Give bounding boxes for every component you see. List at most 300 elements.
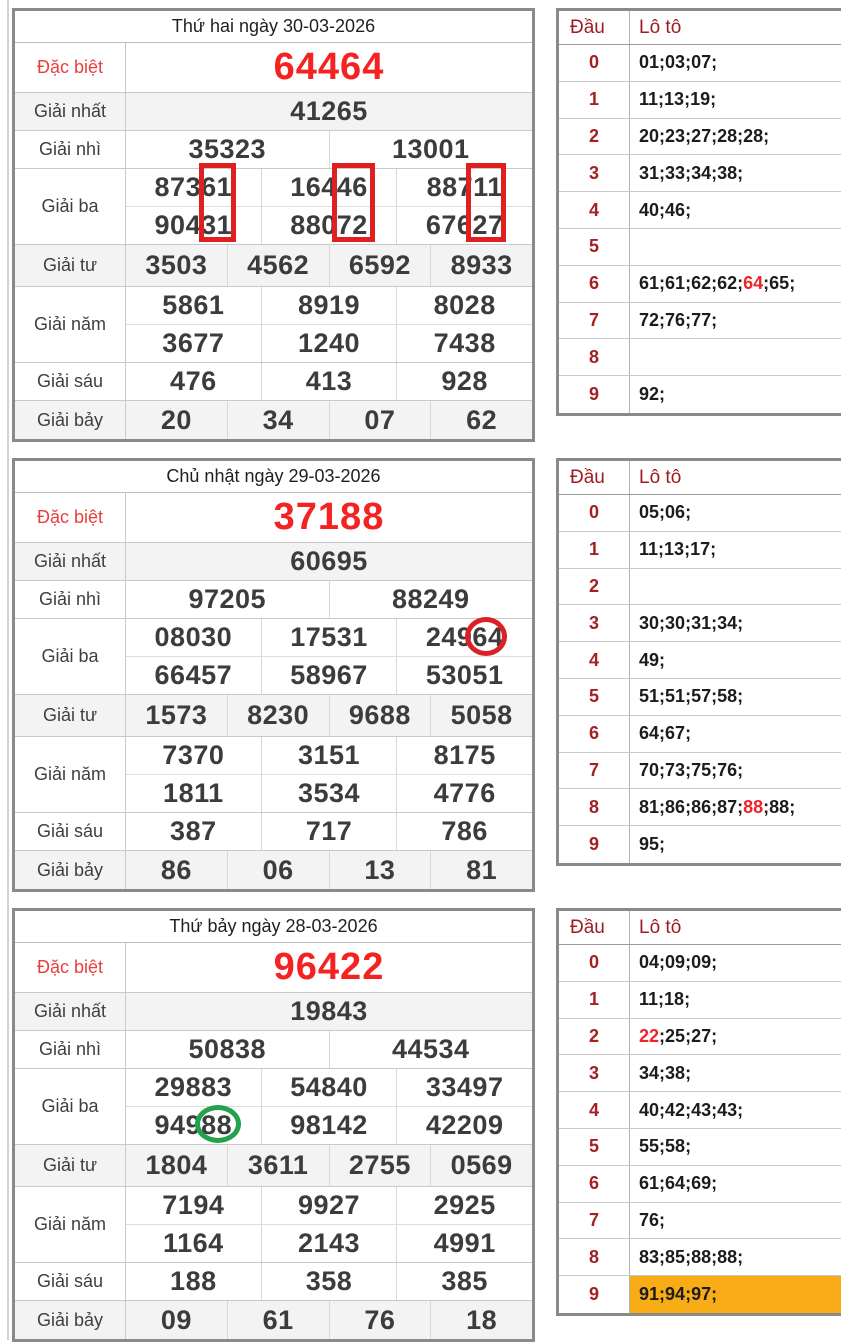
prize-label-fifth: Giải năm <box>15 1187 126 1262</box>
prize-number: 3151 <box>297 740 361 770</box>
prize-label-third: Giải ba <box>15 1069 126 1144</box>
loto-values: 92 ; <box>639 384 666 405</box>
prize-label-seventh: Giải bảy <box>15 401 126 439</box>
loto-row <box>559 303 841 340</box>
loto-number: 43 <box>691 1099 712 1120</box>
loto-row <box>559 376 841 413</box>
prize-number: 786 <box>441 816 488 846</box>
prize-label-fourth: Giải tư <box>15 695 126 736</box>
loto-digit: 6 <box>559 1166 630 1202</box>
loto-digit: 7 <box>559 303 630 339</box>
loto-header-digit: Đầu <box>559 911 630 944</box>
prize-number-cell <box>126 131 329 168</box>
prize-number: 88711 <box>426 172 503 202</box>
prize-number: 1164 <box>163 1228 224 1258</box>
loto-number: 42 <box>665 1099 686 1120</box>
loto-values: 34 ; 38 ; <box>639 1062 692 1083</box>
loto-body <box>559 945 841 1313</box>
prize-number: 58967 <box>290 660 368 690</box>
loto-number: 33 <box>665 162 686 183</box>
special-prize-value: 37188 <box>273 496 385 538</box>
loto-row <box>559 982 841 1019</box>
loto-row <box>559 789 841 826</box>
prize-number: 24964 <box>425 622 504 652</box>
loto-values: 40 ; 42 ; 43 ; 43 ; <box>639 1099 744 1120</box>
loto-values: 31 ; 33 ; 34 ; 38 ; <box>639 162 744 183</box>
result-table-day1 <box>12 8 535 442</box>
result-date-title: Thứ hai ngày 30-03-2026 <box>15 11 532 43</box>
third-prize-values <box>126 1069 532 1144</box>
loto-row <box>559 753 841 790</box>
loto-row <box>559 229 841 266</box>
prize-number-cell <box>396 1225 532 1262</box>
prize-number: 29883 <box>154 1072 233 1102</box>
loto-digit: 3 <box>559 605 630 641</box>
prize-number-cell <box>261 169 397 206</box>
loto-number: 20 <box>639 125 660 146</box>
prize-number: 07 <box>364 404 396 435</box>
loto-number: 09 <box>665 952 686 973</box>
loto-values: 83 ; 85 ; 88 ; 88 ; <box>639 1246 744 1267</box>
prize-number: 54840 <box>290 1072 368 1102</box>
prize-number-cell <box>329 851 431 889</box>
prize-number-cell <box>396 619 532 656</box>
loto-row <box>559 266 841 303</box>
prize-number: 3503 <box>145 250 208 280</box>
loto-row <box>559 1166 841 1203</box>
loto-number: 19 <box>690 89 711 110</box>
prize-number-cell <box>329 695 431 736</box>
loto-number: 03 <box>665 52 686 73</box>
special-prize-value: 64464 <box>273 46 385 88</box>
loto-number: 01 <box>639 52 660 73</box>
prize-number-cell <box>261 325 397 362</box>
loto-number: 06 <box>665 502 686 523</box>
prize-number-cell <box>126 1187 261 1224</box>
prize-number: 33497 <box>425 1072 504 1102</box>
prize-number: 35323 <box>188 134 267 164</box>
loto-number: 30 <box>665 612 686 633</box>
prize-number-cell <box>126 695 227 736</box>
loto-header-values: Lô tô <box>639 917 682 938</box>
loto-values: 40 ; 46 ; <box>639 199 692 220</box>
prize-number-cell <box>261 1225 397 1262</box>
loto-digit: 4 <box>559 642 630 678</box>
loto-values: 51 ; 51 ; 57 ; 58 ; <box>639 686 744 707</box>
prize-label-second: Giải nhì <box>15 131 126 168</box>
loto-number: 51 <box>639 686 660 707</box>
prize-label-third: Giải ba <box>15 619 126 694</box>
prize-number-cell <box>430 401 532 439</box>
loto-digit: 1 <box>559 532 630 568</box>
prize-number: 42209 <box>425 1110 504 1140</box>
prize-number: 4776 <box>433 778 496 808</box>
loto-number: 94 <box>665 1284 686 1305</box>
loto-values: 20 ; 23 ; 27 ; 28 ; 28 ; <box>639 125 770 146</box>
prize-number: 61 <box>262 1304 294 1335</box>
loto-row <box>559 1092 841 1129</box>
loto-body <box>559 495 841 863</box>
prize-number-cell <box>329 1301 431 1339</box>
loto-row <box>559 1129 841 1166</box>
loto-row <box>559 1239 841 1276</box>
prize-number: 3534 <box>297 778 361 808</box>
loto-number: 85 <box>665 1246 686 1267</box>
fifth-prize-values <box>126 737 532 812</box>
loto-digit: 8 <box>559 789 630 825</box>
loto-digit: 5 <box>559 679 630 715</box>
loto-digit: 1 <box>559 982 630 1018</box>
prize-number: 81 <box>466 854 498 885</box>
loto-values: 05 ; 06 ; <box>639 502 692 523</box>
loto-number: 30 <box>639 612 660 633</box>
loto-values <box>630 339 841 375</box>
loto-number: 51 <box>665 686 686 707</box>
prize-number-cell <box>126 775 261 812</box>
prize-number-cell <box>430 245 532 286</box>
prize-number-cell <box>126 581 329 618</box>
prize-label-second: Giải nhì <box>15 581 126 618</box>
prize-number: 08030 <box>154 622 233 652</box>
prize-number-cell <box>126 657 261 694</box>
loto-digit: 2 <box>559 119 630 155</box>
sixth-prize-values <box>126 363 532 400</box>
loto-digit: 1 <box>559 82 630 118</box>
loto-digit: 3 <box>559 1055 630 1091</box>
prize-number-cell <box>261 775 397 812</box>
prize-number-cell <box>396 775 532 812</box>
prize-number: 88249 <box>391 584 470 614</box>
prize-number: 1811 <box>163 778 224 808</box>
prize-number-cell <box>430 851 532 889</box>
prize-number: 387 <box>170 816 217 846</box>
prize-number-cell <box>227 851 329 889</box>
loto-digit: 0 <box>559 495 630 531</box>
loto-number: 40 <box>639 199 660 220</box>
fifth-prize-values <box>126 1187 532 1262</box>
loto-number: 34 <box>639 1062 660 1083</box>
prize-number-cell <box>329 581 533 618</box>
prize-number: 8933 <box>450 250 513 280</box>
prize-number-cell <box>261 1069 397 1106</box>
third-prize-values <box>126 169 532 244</box>
loto-digit: 2 <box>559 569 630 605</box>
loto-number: 91 <box>639 1284 660 1305</box>
result-date-title: Chủ nhật ngày 29-03-2026 <box>15 461 532 493</box>
prize-number: 8230 <box>247 700 310 730</box>
loto-values: 81 ; 86 ; 86 ; 87 ; 88 ; 88 ; <box>639 796 796 817</box>
loto-number: 27 <box>691 125 712 146</box>
prize-number: 98142 <box>290 1110 368 1140</box>
loto-number: 76 <box>639 1209 660 1230</box>
loto-values: 11 ; 13 ; 17 ; <box>639 539 717 560</box>
second-prize-values <box>126 1031 532 1068</box>
prize-number: 188 <box>170 1266 217 1296</box>
prize-number-cell <box>261 737 397 774</box>
loto-number: 11 <box>639 989 659 1010</box>
loto-body <box>559 45 841 413</box>
loto-digit: 0 <box>559 945 630 981</box>
prize-number: 5861 <box>162 290 225 320</box>
prize-number-cell <box>126 325 261 362</box>
prize-number-cell <box>396 363 532 400</box>
loto-number: 46 <box>665 199 686 220</box>
prize-number: 2755 <box>348 1150 411 1180</box>
prize-number-cell <box>126 169 261 206</box>
result-table-day3 <box>12 908 535 1342</box>
prize-number: 9927 <box>297 1190 361 1220</box>
sixth-prize-values <box>126 813 532 850</box>
prize-number: 1573 <box>145 700 208 730</box>
prize-number: 5058 <box>450 700 513 730</box>
first-prize-value: 19843 <box>290 996 368 1026</box>
prize-number-cell <box>261 363 397 400</box>
prize-number-cell <box>126 207 261 244</box>
prize-number: 7194 <box>162 1190 225 1220</box>
prize-label-third: Giải ba <box>15 169 126 244</box>
loto-number: 23 <box>665 125 686 146</box>
loto-row <box>559 192 841 229</box>
loto-values: 01 ; 03 ; 07 ; <box>639 52 718 73</box>
loto-values: 91 ; 94 ; 97 ; <box>630 1276 841 1313</box>
prize-number: 62 <box>466 404 498 435</box>
prize-number: 34 <box>262 404 294 435</box>
loto-number: 65 <box>769 273 790 294</box>
loto-number: 70 <box>639 759 660 780</box>
prize-number-cell <box>396 813 532 850</box>
prize-number: 9688 <box>348 700 411 730</box>
loto-row <box>559 155 841 192</box>
loto-number: 28 <box>743 125 764 146</box>
prize-number: 4991 <box>433 1228 496 1258</box>
loto-values: 49 ; <box>639 649 666 670</box>
loto-row <box>559 945 841 982</box>
prize-number: 66457 <box>154 660 233 690</box>
loto-digit: 4 <box>559 1092 630 1128</box>
prize-number-cell <box>126 287 261 324</box>
loto-header-digit: Đầu <box>559 11 630 44</box>
prize-number-cell <box>126 851 227 889</box>
prize-number-cell <box>227 1301 329 1339</box>
loto-digit: 6 <box>559 266 630 302</box>
loto-number: 69 <box>691 1173 712 1194</box>
loto-digit: 7 <box>559 1203 630 1239</box>
prize-number: 76 <box>364 1304 396 1335</box>
prize-number-cell <box>126 1145 227 1186</box>
loto-row <box>559 495 841 532</box>
first-prize-value: 60695 <box>290 546 368 576</box>
prize-number-cell <box>126 1107 261 1144</box>
prize-label-special: Đặc biệt <box>15 943 126 992</box>
prize-number: 1240 <box>297 328 361 358</box>
prize-number-cell <box>261 287 397 324</box>
prize-number: 87361 <box>154 172 233 202</box>
loto-number: 88 <box>743 796 764 817</box>
loto-header <box>559 11 841 45</box>
result-date-title: Thứ bảy ngày 28-03-2026 <box>15 911 532 943</box>
loto-number: 86 <box>665 796 686 817</box>
prize-number-cell <box>396 325 532 362</box>
prize-label-second: Giải nhì <box>15 1031 126 1068</box>
prize-number-cell <box>396 1263 532 1300</box>
seventh-prize-values <box>126 1301 532 1339</box>
loto-row <box>559 45 841 82</box>
prize-number: 17531 <box>290 622 368 652</box>
prize-number-cell <box>227 1145 329 1186</box>
loto-number: 97 <box>691 1284 712 1305</box>
loto-number: 88 <box>769 796 790 817</box>
loto-header <box>559 911 841 945</box>
loto-digit: 4 <box>559 192 630 228</box>
loto-row <box>559 1019 841 1056</box>
loto-number: 11 <box>639 539 659 560</box>
loto-digit: 0 <box>559 45 630 81</box>
loto-number: 62 <box>691 273 712 294</box>
prize-number: 3677 <box>162 328 225 358</box>
loto-values: 76 ; <box>639 1209 666 1230</box>
loto-header-values: Lô tô <box>639 467 682 488</box>
prize-label-fourth: Giải tư <box>15 1145 126 1186</box>
loto-number: 31 <box>639 162 660 183</box>
loto-number: 67 <box>665 723 686 744</box>
fifth-prize-values <box>126 287 532 362</box>
loto-number: 18 <box>664 989 685 1010</box>
loto-number: 92 <box>639 384 660 405</box>
prize-number: 7370 <box>162 740 225 770</box>
prize-number: 44534 <box>391 1034 470 1064</box>
prize-number: 8175 <box>433 740 496 770</box>
fourth-prize-values <box>126 245 532 286</box>
prize-number-cell <box>261 207 397 244</box>
loto-number: 38 <box>665 1062 686 1083</box>
loto-values <box>630 229 841 265</box>
loto-row <box>559 679 841 716</box>
loto-digit: 9 <box>559 1276 630 1313</box>
prize-number-cell <box>227 401 329 439</box>
prize-number-cell <box>396 657 532 694</box>
prize-number: 97205 <box>188 584 267 614</box>
prize-number: 86 <box>160 854 192 885</box>
prize-number: 18 <box>466 1304 498 1335</box>
prize-number: 358 <box>305 1266 353 1296</box>
prize-number: 6592 <box>348 250 411 280</box>
fourth-prize-values <box>126 695 532 736</box>
prize-number: 8919 <box>297 290 361 320</box>
prize-number-cell <box>126 401 227 439</box>
prize-number-cell <box>396 1187 532 1224</box>
loto-number: 28 <box>717 125 738 146</box>
prize-number-cell <box>329 401 431 439</box>
first-prize-value: 41265 <box>290 96 368 126</box>
loto-header-values: Lô tô <box>639 17 682 38</box>
prize-number-cell <box>126 1225 261 1262</box>
loto-number: 05 <box>639 502 660 523</box>
prize-label-sixth: Giải sáu <box>15 813 126 850</box>
prize-number: 13001 <box>391 134 470 164</box>
prize-number-cell <box>261 1107 397 1144</box>
loto-row <box>559 532 841 569</box>
prize-label-sixth: Giải sáu <box>15 363 126 400</box>
prize-label-first: Giải nhất <box>15 543 126 580</box>
result-table-day2 <box>12 458 535 892</box>
prize-number: 476 <box>170 366 217 396</box>
prize-number: 50838 <box>188 1034 267 1064</box>
loto-values: 22 ; 25 ; 27 ; <box>639 1025 718 1046</box>
loto-values: 30 ; 30 ; 31 ; 34 ; <box>639 612 744 633</box>
prize-number-cell <box>227 695 329 736</box>
loto-number: 64 <box>639 723 660 744</box>
loto-number: 61 <box>665 273 686 294</box>
loto-digit: 6 <box>559 716 630 752</box>
prize-label-sixth: Giải sáu <box>15 1263 126 1300</box>
loto-number: 25 <box>665 1025 686 1046</box>
loto-number: 86 <box>691 796 712 817</box>
prize-number-cell <box>126 1031 329 1068</box>
fourth-prize-values <box>126 1145 532 1186</box>
special-prize-value: 96422 <box>273 946 385 988</box>
prize-number-cell <box>261 1263 397 1300</box>
prize-number-cell <box>126 737 261 774</box>
loto-row <box>559 642 841 679</box>
prize-number: 20 <box>160 404 192 435</box>
loto-values: 61 ; 61 ; 62 ; 62 ; 64 ; 65 ; <box>639 273 796 294</box>
loto-number: 77 <box>691 309 712 330</box>
loto-digit: 5 <box>559 229 630 265</box>
loto-number: 09 <box>691 952 712 973</box>
loto-row <box>559 569 841 606</box>
loto-number: 34 <box>691 162 712 183</box>
loto-number: 13 <box>664 89 685 110</box>
prize-label-seventh: Giải bảy <box>15 851 126 889</box>
prize-number: 53051 <box>425 660 504 690</box>
loto-number: 27 <box>691 1025 712 1046</box>
loto-number: 64 <box>665 1173 686 1194</box>
prize-number-cell <box>396 1107 532 1144</box>
loto-values: 64 ; 67 ; <box>639 723 692 744</box>
loto-digit: 9 <box>559 376 630 413</box>
prize-number-cell <box>396 1069 532 1106</box>
loto-row <box>559 826 841 863</box>
prize-number-cell <box>329 1031 533 1068</box>
loto-number: 17 <box>690 539 711 560</box>
loto-number: 61 <box>639 1173 660 1194</box>
prize-number: 16446 <box>290 172 368 202</box>
prize-label-special: Đặc biệt <box>15 493 126 542</box>
loto-number: 49 <box>639 649 660 670</box>
loto-number: 75 <box>691 759 712 780</box>
prize-number-cell <box>261 813 397 850</box>
loto-number: 87 <box>717 796 738 817</box>
loto-number: 22 <box>639 1025 660 1046</box>
prize-number-cell <box>261 619 397 656</box>
loto-number: 07 <box>691 52 712 73</box>
loto-number: 04 <box>639 952 660 973</box>
prize-number: 09 <box>160 1304 192 1335</box>
prize-number-cell <box>126 1263 261 1300</box>
prize-number: 413 <box>305 366 353 396</box>
loto-digit: 8 <box>559 1239 630 1275</box>
loto-values: 95 ; <box>639 834 666 855</box>
loto-digit: 8 <box>559 339 630 375</box>
prize-number: 1804 <box>145 1150 208 1180</box>
loto-number: 40 <box>639 1099 660 1120</box>
loto-row <box>559 1203 841 1240</box>
prize-label-first: Giải nhất <box>15 993 126 1030</box>
prize-number: 67627 <box>425 210 504 240</box>
loto-digit: 2 <box>559 1019 630 1055</box>
loto-number: 58 <box>665 1136 686 1157</box>
loto-header <box>559 461 841 495</box>
